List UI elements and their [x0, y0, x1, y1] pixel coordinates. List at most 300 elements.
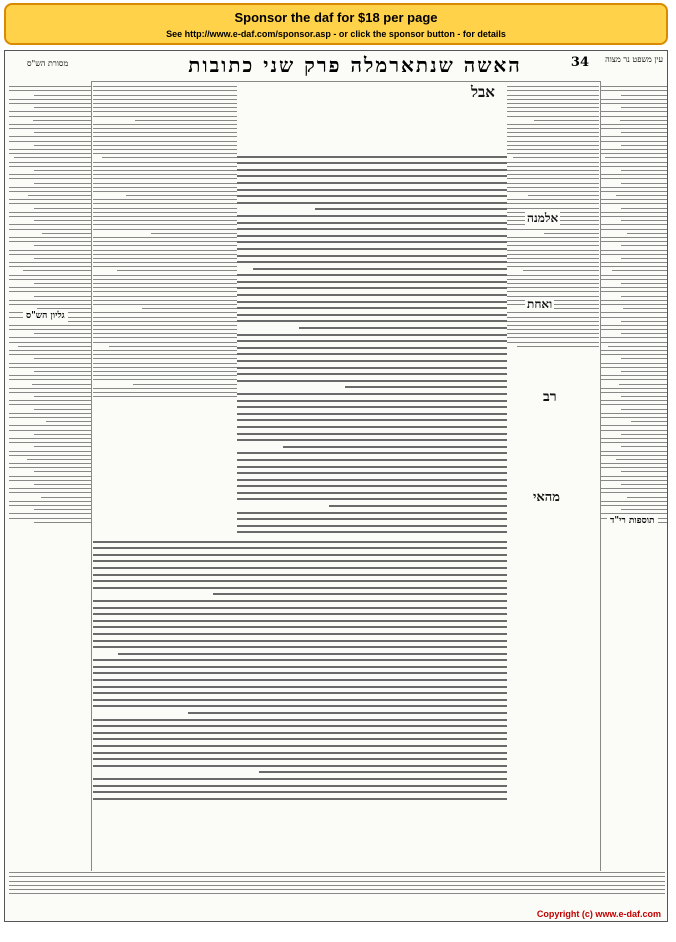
- text-line: [601, 329, 667, 330]
- text-line: [237, 241, 507, 243]
- text-line: [619, 384, 667, 385]
- text-line: [9, 505, 91, 506]
- text-line: [93, 149, 237, 150]
- text-line: [93, 283, 237, 284]
- text-line: [237, 175, 507, 177]
- text-line: [93, 600, 507, 602]
- text-line: [601, 430, 667, 431]
- text-line: [9, 413, 91, 414]
- text-line: [621, 183, 667, 184]
- text-line: [9, 141, 91, 142]
- text-line: [93, 86, 237, 87]
- text-line: [601, 388, 667, 389]
- text-line: [9, 86, 91, 87]
- text-line: [329, 505, 507, 507]
- text-line: [93, 567, 507, 569]
- text-line: [34, 333, 91, 334]
- text-line: [93, 329, 237, 330]
- text-line: [627, 497, 667, 498]
- text-line: [616, 195, 667, 196]
- text-line: [345, 386, 507, 388]
- text-line: [34, 396, 91, 397]
- text-line: [93, 785, 507, 787]
- text-line: [601, 379, 667, 380]
- text-line: [9, 103, 91, 104]
- text-line: [93, 725, 507, 727]
- text-line: [237, 439, 507, 441]
- text-line: [507, 237, 599, 238]
- ein-mishpat-margin: [601, 83, 667, 863]
- text-line: [93, 745, 507, 747]
- text-line: [601, 250, 667, 251]
- text-line: [507, 86, 599, 87]
- text-line: [621, 208, 667, 209]
- text-line: [9, 287, 91, 288]
- text-line: [93, 699, 507, 701]
- text-line: [507, 317, 599, 318]
- text-line: [34, 471, 91, 472]
- text-line: [93, 672, 507, 674]
- text-line: [601, 312, 667, 313]
- text-line: [601, 480, 667, 481]
- text-line: [601, 476, 667, 477]
- text-line: [9, 237, 91, 238]
- text-line: [93, 245, 237, 246]
- text-line: [9, 400, 91, 401]
- text-line: [507, 312, 599, 313]
- text-line: [93, 99, 237, 100]
- dibbur-veachat: ואחת: [527, 297, 553, 311]
- text-line: [601, 367, 667, 368]
- text-line: [507, 250, 599, 251]
- text-line: [601, 325, 667, 326]
- text-line: [102, 157, 237, 158]
- text-line: [528, 195, 599, 196]
- text-line: [237, 320, 507, 322]
- text-line: [601, 99, 667, 100]
- text-line: [507, 279, 599, 280]
- text-line: [605, 157, 667, 158]
- text-line: [534, 120, 599, 121]
- text-line: [34, 371, 91, 372]
- text-line: [601, 262, 667, 263]
- text-line: [621, 220, 667, 221]
- text-line: [237, 485, 507, 487]
- text-line: [523, 270, 599, 271]
- text-line: [601, 128, 667, 129]
- text-line: [9, 229, 91, 230]
- text-line: [601, 199, 667, 200]
- text-line: [93, 367, 237, 368]
- text-line: [621, 95, 667, 96]
- text-line: [237, 281, 507, 283]
- text-line: [237, 202, 507, 204]
- text-line: [93, 333, 237, 334]
- text-line: [253, 268, 507, 270]
- text-line: [34, 107, 91, 108]
- text-line: [34, 358, 91, 359]
- text-line: [237, 472, 507, 474]
- text-line: [9, 350, 91, 351]
- text-line: [237, 373, 507, 375]
- text-line: [93, 145, 237, 146]
- text-line: [28, 195, 91, 196]
- text-line: [601, 300, 667, 301]
- text-line: [9, 262, 91, 263]
- text-line: [93, 216, 237, 217]
- text-line: [9, 388, 91, 389]
- text-line: [259, 771, 507, 773]
- text-line: [9, 149, 91, 150]
- text-line: [93, 375, 237, 376]
- text-line: [34, 446, 91, 447]
- text-line: [237, 426, 507, 428]
- text-line: [507, 329, 599, 330]
- text-line: [237, 479, 507, 481]
- text-line: [93, 275, 237, 276]
- text-line: [623, 308, 667, 309]
- text-line: [93, 620, 507, 622]
- text-line: [601, 103, 667, 104]
- text-line: [34, 522, 91, 523]
- text-line: [601, 279, 667, 280]
- text-line: [601, 216, 667, 217]
- text-line: [601, 149, 667, 150]
- text-line: [601, 166, 667, 167]
- text-line: [133, 384, 237, 385]
- text-line: [601, 90, 667, 91]
- text-line: [9, 304, 91, 305]
- text-line: [93, 90, 237, 91]
- text-line: [109, 346, 237, 347]
- text-line: [237, 228, 507, 230]
- text-line: [621, 484, 667, 485]
- text-line: [601, 492, 667, 493]
- text-line: [9, 153, 91, 154]
- text-line: [507, 229, 599, 230]
- text-line: [9, 417, 91, 418]
- text-line: [237, 261, 507, 263]
- text-line: [601, 488, 667, 489]
- text-line: [93, 541, 507, 543]
- text-line: [151, 233, 237, 234]
- text-line: [507, 174, 599, 175]
- text-line: [621, 471, 667, 472]
- text-line: [601, 124, 667, 125]
- text-line: [14, 157, 91, 158]
- text-line: [621, 333, 667, 334]
- text-line: [315, 208, 507, 210]
- text-line: [507, 107, 599, 108]
- text-line: [9, 476, 91, 477]
- text-line: [237, 512, 507, 514]
- text-line: [93, 705, 507, 707]
- text-line: [9, 241, 91, 242]
- text-line: [93, 279, 237, 280]
- text-line: [601, 363, 667, 364]
- text-line: [9, 518, 91, 519]
- text-line: [93, 626, 507, 628]
- text-line: [41, 497, 91, 498]
- text-line: [93, 304, 237, 305]
- text-line: [188, 712, 507, 714]
- text-line: [93, 220, 237, 221]
- text-line: [601, 86, 667, 87]
- text-line: [93, 798, 507, 800]
- text-line: [601, 136, 667, 137]
- text-line: [33, 120, 91, 121]
- text-line: [117, 270, 237, 271]
- text-line: [93, 587, 507, 589]
- text-line: [9, 275, 91, 276]
- text-line: [601, 417, 667, 418]
- text-line: [93, 732, 507, 734]
- text-line: [93, 107, 237, 108]
- text-line: [507, 342, 599, 343]
- text-line: [507, 333, 599, 334]
- text-line: [237, 367, 507, 369]
- text-line: [237, 413, 507, 415]
- text-line: [9, 90, 91, 91]
- text-line: [9, 392, 91, 393]
- text-line: [9, 187, 91, 188]
- text-line: [237, 235, 507, 237]
- text-line: [237, 222, 507, 224]
- dibbur-rav: רב: [543, 389, 557, 405]
- text-line: [237, 518, 507, 520]
- gemara-continuation: [93, 536, 507, 806]
- text-line: [9, 124, 91, 125]
- text-line: [9, 501, 91, 502]
- text-line: [237, 248, 507, 250]
- text-line: [9, 404, 91, 405]
- text-line: [507, 103, 599, 104]
- text-line: [93, 666, 507, 668]
- text-line: [9, 166, 91, 167]
- text-line: [93, 337, 237, 338]
- text-line: [237, 169, 507, 171]
- text-line: [237, 419, 507, 421]
- text-line: [93, 111, 237, 112]
- text-line: [9, 467, 91, 468]
- text-line: [507, 99, 599, 100]
- text-line: [9, 492, 91, 493]
- text-line: [601, 451, 667, 452]
- text-line: [507, 337, 599, 338]
- text-line: [9, 876, 665, 877]
- text-line: [237, 360, 507, 362]
- text-line: [118, 653, 507, 655]
- text-line: [9, 337, 91, 338]
- text-line: [93, 392, 237, 393]
- text-line: [601, 413, 667, 414]
- text-line: [621, 132, 667, 133]
- text-line: [34, 409, 91, 410]
- sponsor-subtitle: See http://www.e-daf.com/sponsor.asp - or click the sponsor button - for details: [166, 29, 506, 39]
- text-line: [93, 170, 237, 171]
- text-line: [34, 434, 91, 435]
- text-line: [93, 659, 507, 661]
- text-line: [93, 208, 237, 209]
- text-line: [93, 692, 507, 694]
- text-line: [9, 99, 91, 100]
- text-line: [93, 124, 237, 125]
- text-line: [507, 136, 599, 137]
- text-line: [34, 208, 91, 209]
- text-line: [601, 237, 667, 238]
- text-line: [213, 593, 507, 595]
- text-line: [601, 354, 667, 355]
- text-line: [237, 380, 507, 382]
- header-rule: [91, 81, 601, 82]
- text-line: [9, 178, 91, 179]
- text-line: [601, 153, 667, 154]
- text-line: [42, 233, 91, 234]
- text-line: [9, 889, 665, 890]
- text-line: [93, 560, 507, 562]
- text-line: [9, 872, 665, 873]
- text-line: [507, 275, 599, 276]
- text-line: [93, 95, 237, 96]
- text-line: [93, 607, 507, 609]
- text-line: [601, 337, 667, 338]
- text-line: [621, 358, 667, 359]
- text-line: [9, 367, 91, 368]
- text-line: [9, 881, 665, 882]
- text-line: [601, 425, 667, 426]
- dibbur-almana: אלמנה: [527, 211, 559, 225]
- text-line: [9, 254, 91, 255]
- text-line: [34, 132, 91, 133]
- text-line: [93, 166, 237, 167]
- text-line: [601, 317, 667, 318]
- text-line: [126, 195, 237, 196]
- text-line: [621, 145, 667, 146]
- text-line: [9, 174, 91, 175]
- text-line: [237, 406, 507, 408]
- text-line: [601, 304, 667, 305]
- gemara-column: [237, 151, 507, 536]
- text-line: [93, 317, 237, 318]
- text-line: [601, 191, 667, 192]
- text-line: [507, 258, 599, 259]
- text-line: [621, 396, 667, 397]
- copyright-notice[interactable]: Copyright (c) www.e-daf.com: [536, 909, 661, 919]
- text-line: [601, 467, 667, 468]
- text-line: [507, 162, 599, 163]
- text-line: [507, 95, 599, 96]
- text-line: [93, 224, 237, 225]
- sponsor-banner[interactable]: [4, 3, 668, 45]
- text-line: [34, 283, 91, 284]
- text-line: [601, 463, 667, 464]
- text-line: [621, 409, 667, 410]
- text-line: [601, 229, 667, 230]
- text-line: [621, 509, 667, 510]
- text-line: [93, 178, 237, 179]
- text-line: [9, 363, 91, 364]
- text-line: [621, 296, 667, 297]
- text-line: [621, 446, 667, 447]
- text-line: [237, 393, 507, 395]
- text-line: [93, 312, 237, 313]
- text-line: [9, 480, 91, 481]
- text-line: [93, 679, 507, 681]
- text-line: [601, 275, 667, 276]
- text-line: [9, 488, 91, 489]
- text-line: [601, 392, 667, 393]
- text-line: [601, 162, 667, 163]
- text-line: [601, 375, 667, 376]
- text-line: [23, 270, 91, 271]
- text-line: [9, 438, 91, 439]
- text-line: [507, 166, 599, 167]
- text-line: [507, 262, 599, 263]
- text-line: [93, 153, 237, 154]
- text-line: [601, 350, 667, 351]
- text-line: [93, 258, 237, 259]
- dibbur-mahaa: מהאי: [533, 490, 560, 505]
- text-line: [93, 254, 237, 255]
- text-line: [93, 358, 237, 359]
- text-line: [237, 287, 507, 289]
- text-line: [621, 258, 667, 259]
- text-line: [601, 287, 667, 288]
- text-line: [34, 145, 91, 146]
- text-line: [237, 162, 507, 164]
- text-line: [507, 141, 599, 142]
- text-line: [93, 321, 237, 322]
- text-line: [237, 189, 507, 191]
- text-line: [93, 203, 237, 204]
- text-line: [93, 350, 237, 351]
- text-line: [93, 396, 237, 397]
- text-line: [507, 241, 599, 242]
- text-line: [631, 421, 667, 422]
- text-line: [601, 266, 667, 267]
- text-line: [601, 442, 667, 443]
- text-line: [601, 438, 667, 439]
- text-line: [9, 463, 91, 464]
- text-line: [93, 791, 507, 793]
- text-line: [621, 434, 667, 435]
- text-line: [34, 258, 91, 259]
- text-line: [93, 300, 237, 301]
- text-line: [93, 116, 237, 117]
- text-line: [93, 574, 507, 576]
- text-line: [93, 363, 237, 364]
- text-line: [93, 241, 237, 242]
- text-line: [93, 296, 237, 297]
- text-line: [601, 111, 667, 112]
- sponsor-title[interactable]: Sponsor the daf for $18 per page: [234, 10, 438, 25]
- text-line: [507, 178, 599, 179]
- text-line: [237, 182, 507, 184]
- text-line: [507, 124, 599, 125]
- text-line: [93, 580, 507, 582]
- text-line: [93, 174, 237, 175]
- text-line: [616, 459, 667, 460]
- mesorah-margin: [9, 83, 91, 863]
- text-line: [9, 111, 91, 112]
- text-line: [9, 279, 91, 280]
- text-line: [93, 778, 507, 780]
- text-line: [601, 455, 667, 456]
- page-number: 34: [570, 55, 589, 70]
- text-line: [9, 128, 91, 129]
- text-line: [237, 353, 507, 355]
- text-line: [9, 116, 91, 117]
